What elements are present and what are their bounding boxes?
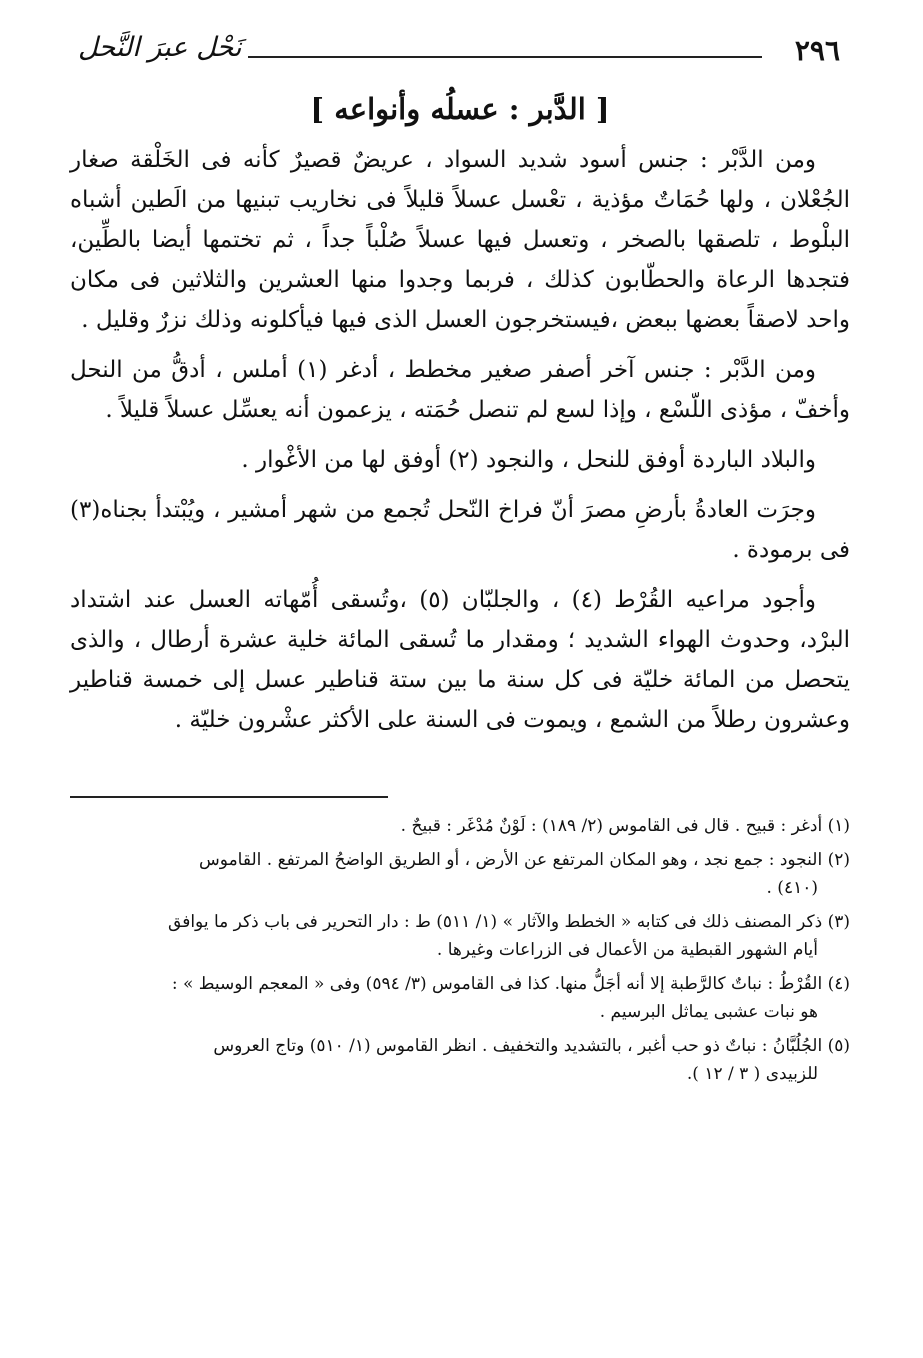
paragraph-3: والبلاد الباردة أوفق للنحل ، والنجود (٢) أوفق لها من الأغْوار .: [241, 447, 816, 473]
footnote-2: [70, 846, 850, 902]
footnote-3-continuation: أيام الشهور القبطية من الأعمال فى الزراعات وغيرها .: [436, 940, 818, 960]
footnote-4: [70, 970, 850, 1026]
footnote-5: [70, 1032, 850, 1088]
header-rule: [248, 56, 762, 58]
footnote-4-text: (٤) القُرْطُ : نباتٌ كالرَّطبة إلا أنه أجَلُّ منها. كذا فى القاموس (٣/ ٥٩٤) وفى « المعجم الوسيط » :: [171, 974, 850, 994]
section-title: [ الدَّبر : عسلُه وأنواعه ]: [310, 92, 610, 126]
footnote-3: [70, 908, 850, 964]
footnote-3-text: (٣) ذكر المصنف ذلك فى كتابه « الخطط والآثار » (١/ ٥١١) ط : دار التحرير فى باب ذكر ما يوافق: [168, 912, 850, 932]
footnote-4-continuation: هو نبات عشبى يماثل البرسيم .: [599, 1002, 818, 1022]
footnote-5-text: (٥) الجُلُبَّانُ : نباتٌ ذو حب أغبر ، بالتشديد والتخفيف . انظر القاموس (١/ ٥١٠) وتاج العروس: [213, 1036, 850, 1056]
running-head: [70, 30, 850, 74]
footnotes: [70, 812, 850, 1088]
footnote-5-continuation: للزبيدى ( ٣ / ١٢ ).: [686, 1064, 818, 1084]
paragraph-1: ومن الدَّبْر : جنس أسود شديد السواد ، عريضٌ قصيرٌ كأنه فى الخَلْقة صغار الجُعْلان ، ولها حُمَاتٌ مؤذية ، تعْسل عسلاً قليلاً فى نخاريب تبنيها من الَطين أشباه البلْوط ، تلصقها بالصخر ، وتعسل فيها عسلاً صُلْباً جداً ، ثم تختمها أيضا بالطِّين، فتجدها الرعاة والحطّابون كذلك ، فربما وجدوا منها العشرين والثلاثين فى مكان واحد لاصقاً بعضها ببعض ،فيستخرجون العسل الذى فيها فيأكلونه وذلك نزرٌ وقليل .: [70, 147, 850, 333]
book-page: [70, 30, 850, 1094]
footnote-1-text: (١) أدغر : قبيح . قال فى القاموس (٢/ ١٨٩) : لَوْنٌ مُدْغَر : قبيحٌ .: [400, 816, 850, 836]
paragraph-2: ومن الدَّبْر : جنس آخر أصفر صغير مخطط ، أدغر (١) أملس ، أدقُّ من النحل وأخفّ ، مؤذى اللّسْع ، وإذا لسع لم تنصل حُمَته ، يزعمون أنه يعسِّل عسلاً قليلاً .: [70, 357, 850, 423]
running-book-title: نَحْل عبرَ النَّحل: [78, 32, 242, 63]
footnote-2-continuation: (٤١٠) .: [766, 878, 818, 898]
paragraph-5: وأجود مراعيه القُرْط (٤) ، والجلبّان (٥) ،وتُسقى أُمّهاته العسل عند اشتداد البرْد، وحدوث الهواء الشديد ؛ ومقدار ما تُسقى المائة خلية عشرة أرطال ، والذى يتحصل من المائة خليّة فى كل سنة ما بين ستة قناطير عسل إلى خمسة قناطير وعشرون رطلاً من الشمع ، ويموت فى السنة على الأكثر عشْرون خليّة .: [70, 587, 851, 733]
footnote-separator: [70, 796, 388, 798]
footnote-1: [70, 812, 850, 840]
page-number: ٢٩٦: [794, 34, 840, 67]
paragraph-4: وجرَت العادةُ بأرضِ مصرَ أنّ فراخ النّحل تُجمع من شهر أمشير ، ويُبْتدأ بجناه(٣) فى برمودة .: [70, 497, 850, 563]
footnote-2-text: (٢) النجود : جمع نجد ، وهو المكان المرتفع عن الأرض ، أو الطريق الواضحُ المرتفع . القاموس: [199, 850, 850, 870]
